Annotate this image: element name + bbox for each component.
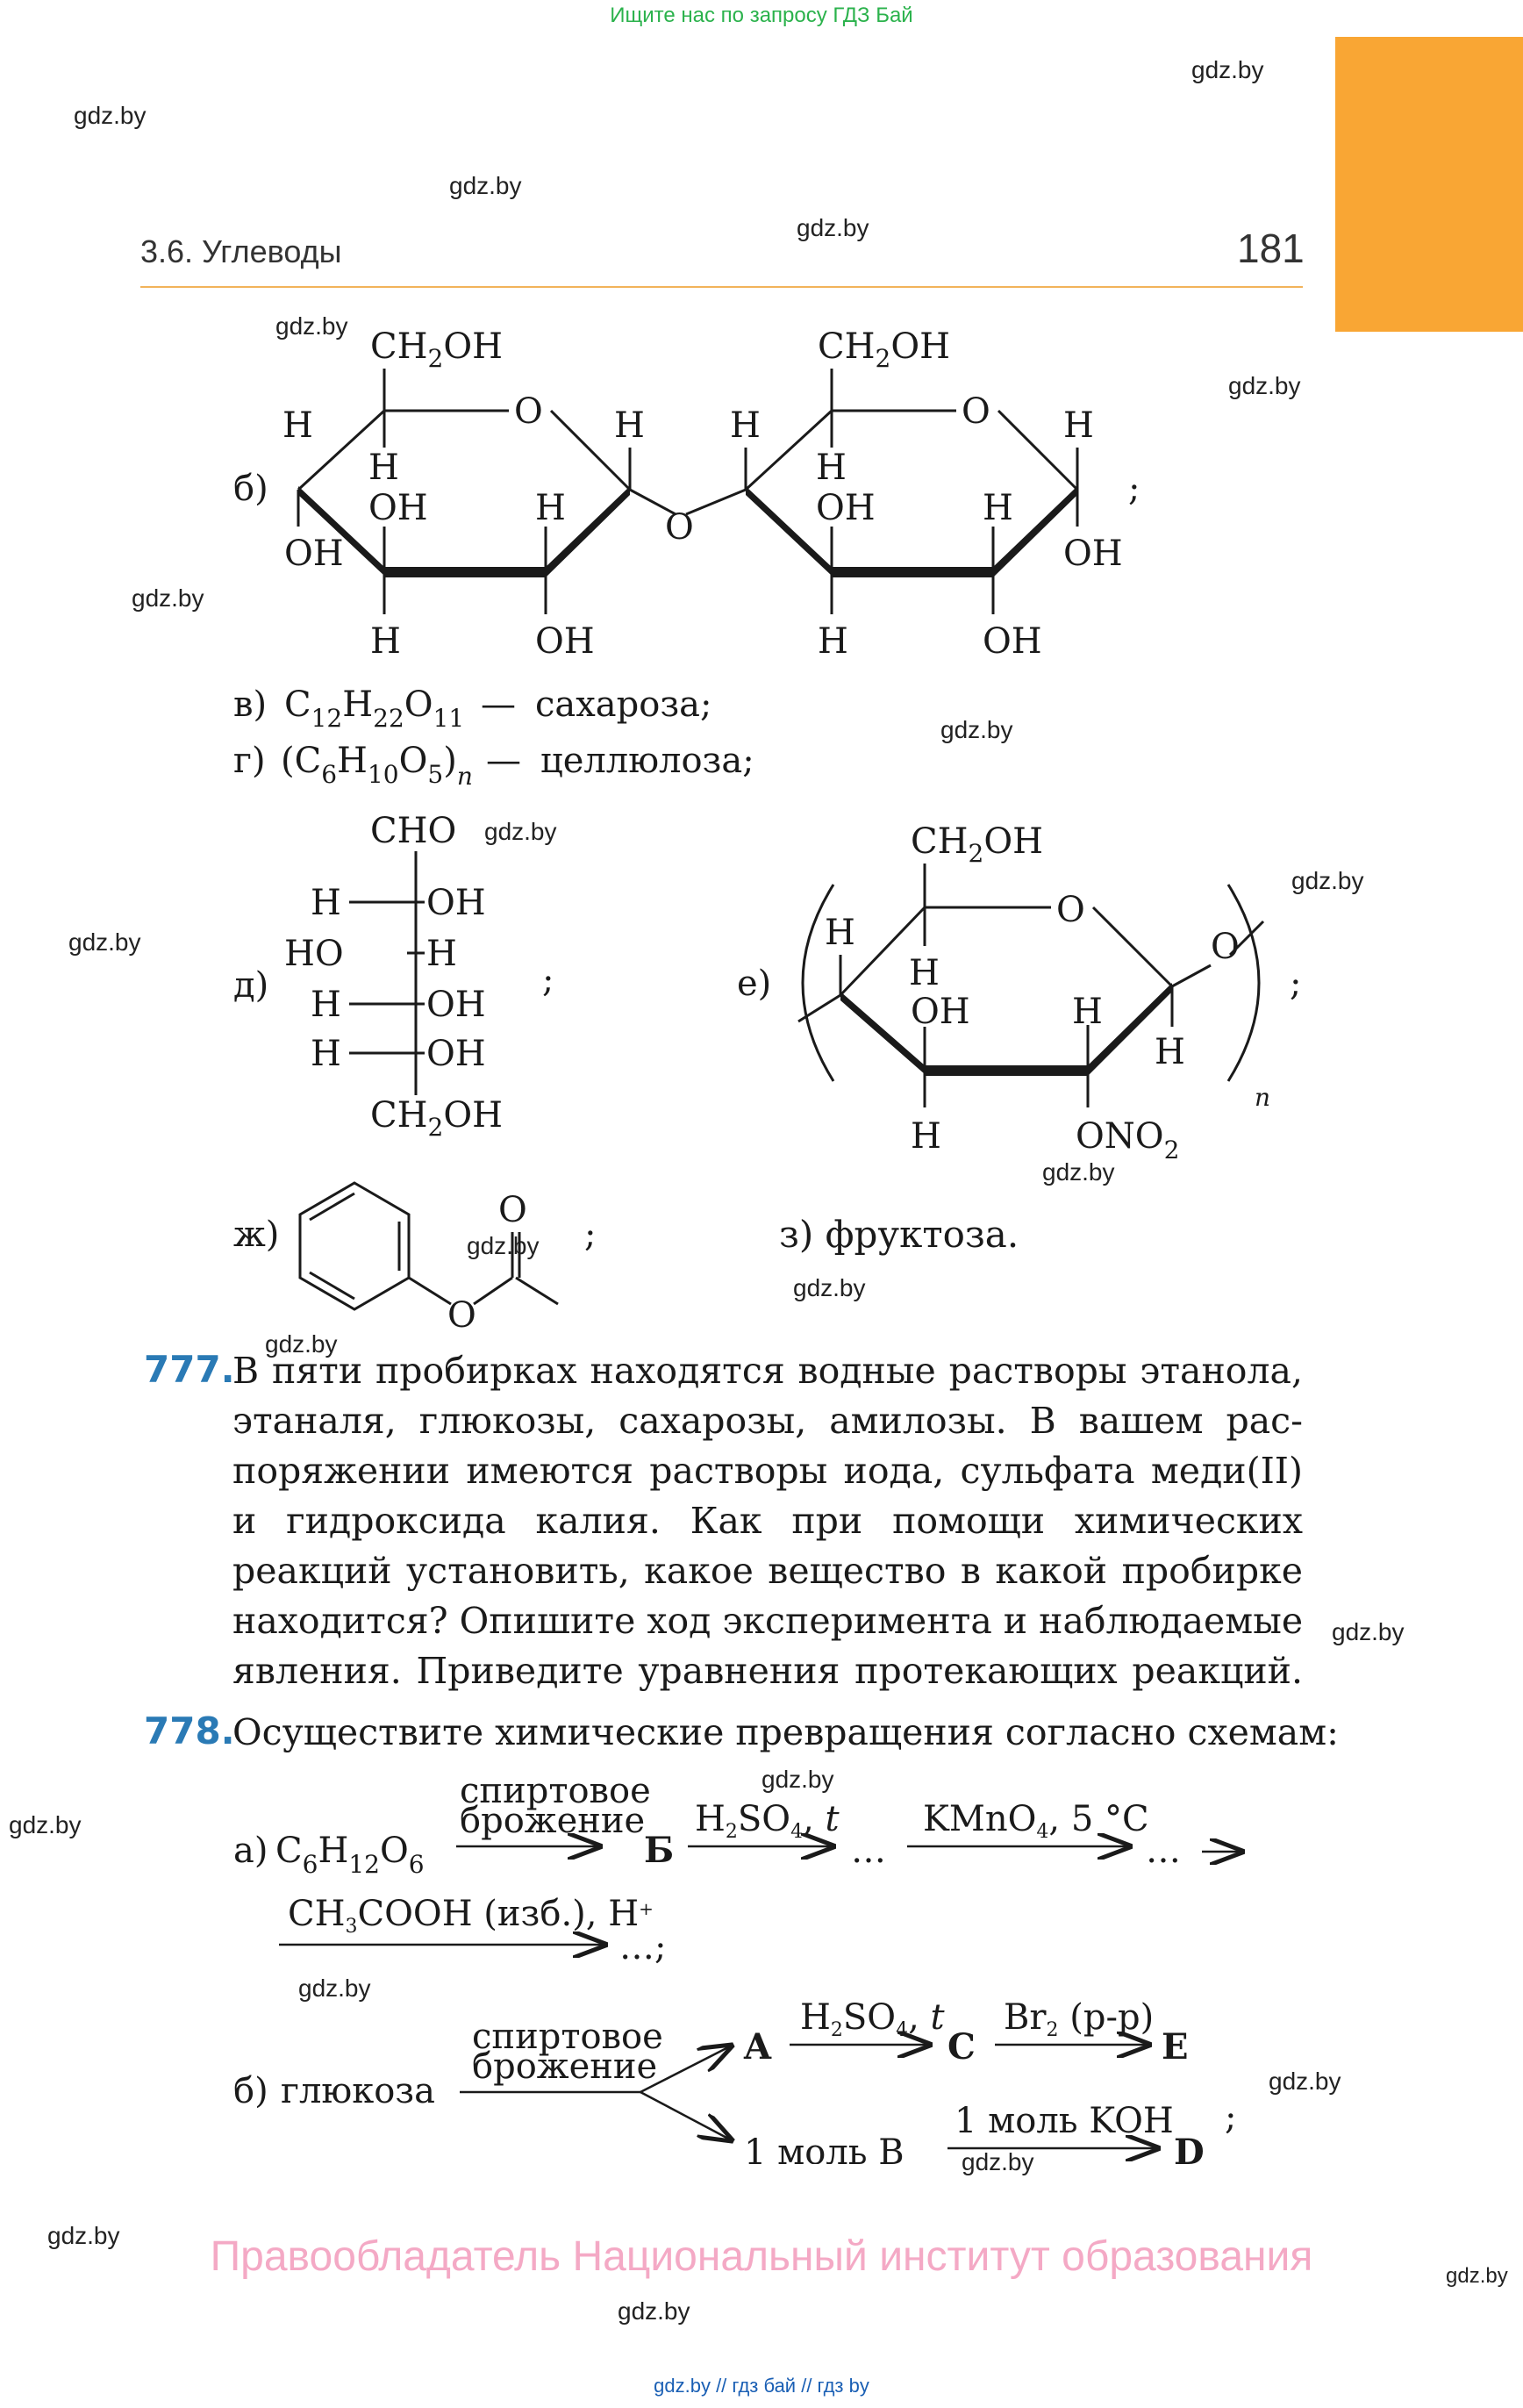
svg-text:;: ; <box>1128 469 1140 509</box>
cellulose-nitrate-structure <box>737 807 1316 1158</box>
svg-text:H: H <box>1072 992 1103 1032</box>
svg-text:H: H <box>1155 1032 1185 1072</box>
svg-text:OH: OH <box>535 621 595 662</box>
svg-text:O: O <box>1211 927 1240 967</box>
watermark: gdz.by <box>618 2297 690 2325</box>
svg-text:сахароза;: сахароза; <box>535 684 712 725</box>
svg-text:H: H <box>311 1034 341 1074</box>
svg-text:1 моль KOH: 1 моль KOH <box>955 2101 1174 2141</box>
problem-777-line: реакций установить, какое вещество в какой пробирке <box>232 1550 1303 1592</box>
svg-text:…: … <box>851 1831 886 1871</box>
watermark: gdz.by <box>1269 2068 1341 2095</box>
svg-text:H: H <box>282 405 313 446</box>
item-z: з) фруктоза. <box>779 1213 1019 1256</box>
item-label: ж) <box>233 1215 280 1255</box>
watermark: gdz.by <box>1446 2264 1508 2288</box>
svg-text:H: H <box>426 934 457 974</box>
svg-text:CH2OH: $CH_2OH$ <box>818 326 951 373</box>
svg-text:OH: OH <box>368 488 428 528</box>
watermark: gdz.by <box>9 1811 82 1838</box>
svg-text:H: H <box>983 488 1013 528</box>
svg-text:OH: OH <box>816 488 876 528</box>
watermark: gdz.by <box>1291 867 1364 894</box>
svg-text:H: H <box>730 405 761 446</box>
fischer-projection <box>226 816 595 1150</box>
watermark: gdz.by <box>132 584 204 612</box>
svg-text:—: — <box>481 684 516 725</box>
svg-text:n: n <box>1255 1083 1271 1112</box>
item-label: б) <box>233 469 268 509</box>
svg-text:HO: HO <box>284 934 344 974</box>
problem-777-number: 777. <box>144 1348 235 1391</box>
svg-text:OH: OH <box>911 992 970 1032</box>
svg-text:H: H <box>614 405 645 446</box>
item-label: д) <box>233 965 269 1006</box>
svg-text:CHO: CHO <box>370 816 457 851</box>
problem-777-line: поряжении имеются растворы иода, сульфата меди(II) <box>232 1450 1303 1492</box>
problem-777-line: этаналя, глюкозы, сахарозы, амилозы. В вашем рас- <box>232 1400 1303 1442</box>
svg-text:O: O <box>1056 890 1085 930</box>
watermark: gdz.by <box>484 818 557 845</box>
scheme-b <box>226 1989 1262 2164</box>
watermark: gdz.by <box>298 1974 371 2002</box>
svg-text:H: H <box>311 883 341 923</box>
watermark: gdz.by <box>940 716 1013 743</box>
svg-text:—: — <box>486 741 521 781</box>
svg-text:брожение: брожение <box>472 2046 658 2087</box>
watermark: gdz.by <box>1042 1158 1115 1186</box>
item-label: е) <box>737 964 772 1004</box>
svg-text:CH2OH: $CH_2OH$ <box>370 1095 504 1142</box>
problem-777-line: В пяти пробирках находятся водные растворы этанола, <box>232 1350 1303 1392</box>
watermark: gdz.by <box>74 102 147 129</box>
svg-text:…;: …; <box>619 1927 667 1967</box>
problem-778-number: 778. <box>144 1709 235 1752</box>
watermark: gdz.by <box>1332 1618 1405 1645</box>
watermark: gdz.by <box>793 1274 866 1301</box>
svg-text:O: O <box>962 391 990 432</box>
svg-text:E: E <box>1162 2026 1189 2068</box>
svg-text:брожение: брожение <box>460 1801 646 1841</box>
svg-text:OH: OH <box>983 621 1042 662</box>
svg-text:OH: OH <box>1063 534 1123 574</box>
svg-text:…: … <box>1146 1831 1181 1871</box>
item-label: б) <box>233 2071 268 2111</box>
svg-text:глюкоза: глюкоза <box>281 2071 435 2111</box>
svg-text:C6H12O6: $C_6H_{12}O_6$ <box>275 1831 425 1879</box>
svg-text:Br2 (р-р): $Br_2$ (р-р) <box>1004 1997 1155 2041</box>
svg-text:OH: OH <box>426 1034 486 1074</box>
section-title: 3.6. Углеводы <box>140 233 342 269</box>
svg-text:H: H <box>368 448 399 488</box>
svg-text:H: H <box>816 448 847 488</box>
item-label: в) <box>233 684 268 725</box>
watermark: gdz.by <box>467 1232 540 1259</box>
svg-text:H: H <box>370 621 401 662</box>
item-label: г) <box>233 741 266 781</box>
scheme-a <box>226 1764 1262 1983</box>
svg-text:(C6H10O5)n: $(C_6H_{10}O_5)_n$ <box>281 741 473 791</box>
svg-text:H: H <box>911 1116 941 1157</box>
watermark: gdz.by <box>962 2148 1034 2175</box>
watermark: gdz.by <box>797 214 869 241</box>
svg-text:H: H <box>818 621 848 662</box>
svg-text:H2SO4, t: $H_2SO_4$, t <box>695 1799 840 1843</box>
watermark: gdz.by <box>762 1766 834 1793</box>
svg-text:O: O <box>498 1190 527 1230</box>
watermark: gdz.by <box>1228 372 1301 399</box>
svg-text:;: ; <box>584 1215 597 1255</box>
svg-text:спиртовое: спиртовое <box>472 2017 663 2057</box>
svg-text:ONO2: $ONO_2$ <box>1076 1116 1180 1158</box>
svg-text:A: A <box>744 2026 772 2068</box>
item-label: а) <box>233 1831 268 1871</box>
svg-text:O: O <box>447 1295 476 1336</box>
svg-text:H: H <box>1063 405 1094 446</box>
svg-text:OH: OH <box>284 534 344 574</box>
svg-text:C: C <box>947 2026 976 2068</box>
svg-text:CH2OH: $CH_2OH$ <box>911 821 1044 868</box>
bottom-links[interactable]: gdz.by // гдз бай // гдз by <box>654 2375 869 2397</box>
svg-text:CH2OH: $CH_2OH$ <box>370 326 504 373</box>
formula-lines-v-g <box>226 676 805 799</box>
watermark: gdz.by <box>47 2222 120 2249</box>
svg-text:KMnO4, 5 °C: KMnO$_4$, 5 °C <box>923 1799 1149 1843</box>
svg-text:1 моль B: 1 моль B <box>744 2132 905 2164</box>
problem-778-text: Осуществите химические превращения согласно схемам: <box>232 1711 1339 1753</box>
svg-text:;: ; <box>1225 2097 1237 2138</box>
svg-text:CH3COOH (изб.), H+: $CH_3COOH$ (изб.), H+ <box>288 1894 654 1938</box>
svg-text:Б: Б <box>644 1830 675 1871</box>
page-number: 181 <box>1237 226 1305 271</box>
svg-text:H2SO4, t: $H_2SO_4$, t <box>800 1997 945 2041</box>
svg-text:OH: OH <box>426 985 486 1025</box>
svg-text:H: H <box>311 985 341 1025</box>
svg-text:H: H <box>535 488 566 528</box>
header-divider <box>140 286 1303 288</box>
copyright-footer: Правообладатель Национальный институт образования <box>210 2233 1313 2280</box>
watermark: gdz.by <box>449 172 522 199</box>
svg-text:целлюлоза;: целлюлоза; <box>540 741 754 781</box>
disaccharide-structure <box>219 316 1167 667</box>
svg-text:C12H22O11: $C_{12}H_{22}O_{11}$ <box>284 684 465 733</box>
svg-text:спиртовое: спиртовое <box>460 1771 651 1811</box>
orange-page-tab <box>1335 37 1523 332</box>
svg-text:;: ; <box>542 960 554 1000</box>
watermark: gdz.by <box>1191 56 1264 83</box>
svg-text:O: O <box>665 507 694 548</box>
problem-777-line: находится? Опишите ход эксперимента и наблюдаемые <box>232 1600 1304 1642</box>
watermark: gdz.by <box>265 1330 338 1358</box>
problem-777-line: явления. Приведите уравнения протекающих реакций. <box>232 1650 1303 1692</box>
problem-777-line: и гидроксида калия. Как при помощи химических <box>232 1500 1303 1542</box>
top-banner: Ищите нас по запросу ГДЗ Бай <box>610 4 913 27</box>
svg-text:;: ; <box>1290 964 1302 1004</box>
phenyl-ester-structure <box>226 1176 630 1343</box>
svg-text:H: H <box>909 953 940 993</box>
watermark: gdz.by <box>68 928 141 956</box>
svg-text:D: D <box>1174 2132 1205 2164</box>
svg-text:H: H <box>825 913 855 953</box>
watermark: gdz.by <box>275 312 348 340</box>
svg-text:OH: OH <box>426 883 486 923</box>
svg-text:O: O <box>514 391 543 432</box>
